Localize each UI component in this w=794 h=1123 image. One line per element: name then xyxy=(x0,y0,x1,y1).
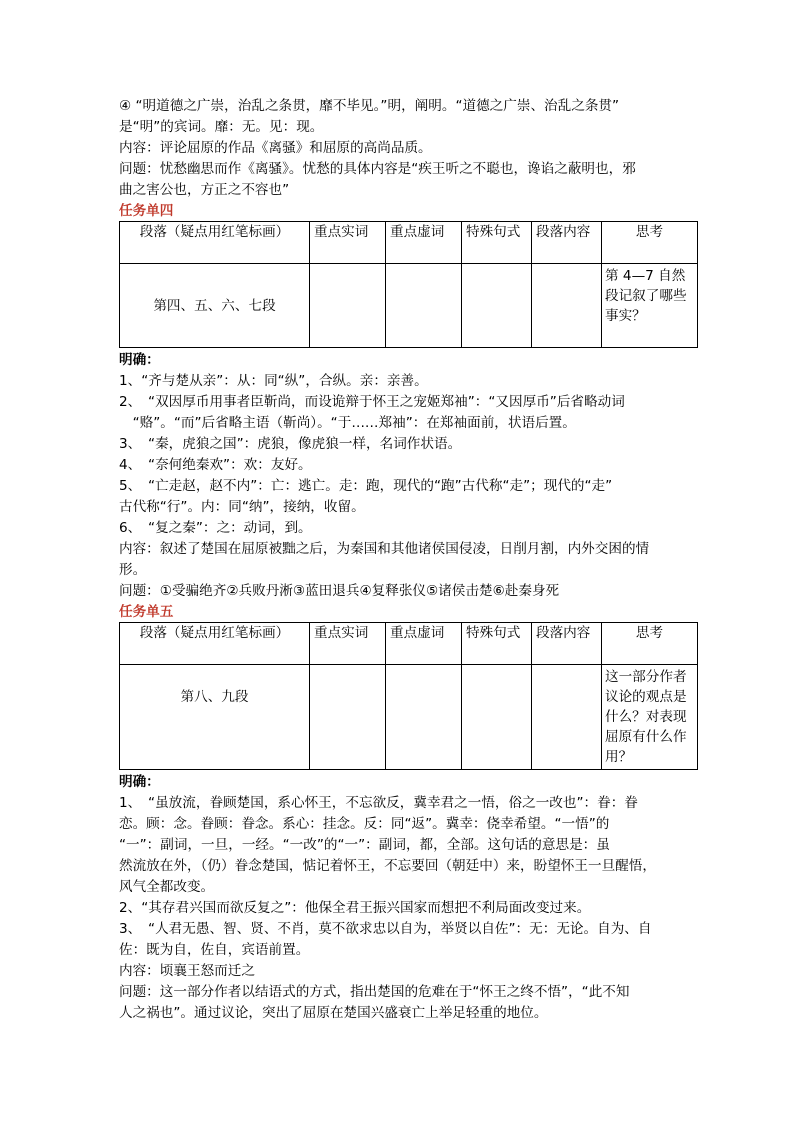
header-key-notional-words: 重点实词 xyxy=(310,623,386,665)
table-row xyxy=(120,264,698,348)
note-line: 1、 “虽放流，眷顾楚国，系心怀王，不忘欲反，冀幸君之一悟，俗之一改也”：眷：眷 xyxy=(119,795,638,811)
note-line: 5、 “亡走赵，赵不内”：亡：逃亡。走：跑，现代的“跑”古代称“走”；现代的“走” xyxy=(119,478,613,494)
note-line: 是“明”的宾词。靡：无。见：现。 xyxy=(119,119,324,135)
question-line: 问题：这一部分作者以结语式的方式，指出楚国的危难在于“怀王之终不悟”，“此不知 xyxy=(119,984,630,1000)
document-page xyxy=(119,96,697,1024)
table-header-row xyxy=(120,222,698,264)
note-line: 1、“齐与楚从亲”：从：同“纵”，合纵。亲：亲善。 xyxy=(119,373,428,389)
header-key-notional-words: 重点实词 xyxy=(310,222,386,264)
task-title-4: 任务单四 xyxy=(119,203,174,219)
note-line: “赂”。“而”后省略主语（靳尚）。“于……郑袖”：在郑袖面前，状语后置。 xyxy=(119,415,576,431)
note-line: 恋。顾：念。眷顾：眷念。系心：挂念。反：同“返”。冀幸：侥幸希望。“一悟”的 xyxy=(119,816,610,832)
note-line: ④ “明道德之广崇，治乱之条贯，靡不毕见。”明，阐明。“道德之广崇、治乱之条贯” xyxy=(119,98,620,114)
note-line: 3、 “人君无愚、智、贤、不肖，莫不欲求忠以自为，举贤以自佐”：无：无论。自为、自 xyxy=(119,921,652,937)
empty-cell[interactable] xyxy=(462,264,532,348)
note-line: 3、 “秦，虎狼之国”：虎狼，像虎狼一样，名词作状语。 xyxy=(119,436,462,452)
note-line: “一”：副词，一旦，一经。“一改”的“一”：副词，都，全部。这句话的意思是：虽 xyxy=(119,837,610,853)
note-line: 然流放在外，（仍）眷念楚国，惦记着怀王，不忘要回（朝廷中）来，盼望怀王一旦醒悟， xyxy=(119,858,656,874)
header-special-sentences: 特殊句式 xyxy=(462,222,532,264)
content-line: 内容：叙述了楚国在屈原被黜之后，为秦国和其他诸侯国侵凌，日削月割，内外交困的情 xyxy=(119,541,650,557)
header-paragraph: 段落（疑点用红笔标画） xyxy=(120,623,310,665)
clarify-heading: 明确： xyxy=(119,352,160,368)
header-special-sentences: 特殊句式 xyxy=(462,623,532,665)
empty-cell[interactable] xyxy=(386,264,462,348)
note-line: 风气全都改变。 xyxy=(119,879,215,895)
thinking-cell: 第 4—7 自然段记叙了哪些事实？ xyxy=(602,264,698,348)
content-line: 内容：评论屈原的作品《离骚》和屈原的高尚品质。 xyxy=(119,140,432,156)
header-key-function-words: 重点虚词 xyxy=(386,222,462,264)
empty-cell[interactable] xyxy=(310,264,386,348)
task-table-5 xyxy=(119,622,698,770)
question-line: 问题：①受骗绝齐②兵败丹淅③蓝田退兵④复释张仪⑤诸侯击楚⑥赴秦身死 xyxy=(119,583,560,599)
note-line: 6、 “复之秦”：之：动词，到。 xyxy=(119,520,312,536)
note-line: 4、 “奈何绝秦欢”：欢：友好。 xyxy=(119,457,312,473)
thinking-cell: 这一部分作者议论的观点是什么？对表现屈原有什么作用？ xyxy=(602,665,698,770)
note-line: 2、“其存君兴国而欲反复之”：他保全君王振兴国家而想把不利局面改变过来。 xyxy=(119,900,591,916)
header-paragraph: 段落（疑点用红笔标画） xyxy=(120,222,310,264)
note-line: 2、 “双因厚币用事者臣靳尚，而设诡辩于怀王之宠姬郑袖”：“又因厚币”后省略动词 xyxy=(119,394,625,410)
task-title-5: 任务单五 xyxy=(119,604,174,620)
paragraph-cell: 第八、九段 xyxy=(120,665,310,770)
empty-cell[interactable] xyxy=(532,665,602,770)
content-line: 内容：顷襄王怒而迁之 xyxy=(119,963,255,979)
content-line: 形。 xyxy=(119,562,147,578)
note-line: 佐：既为自，佐自，宾语前置。 xyxy=(119,942,310,958)
task-table-4 xyxy=(119,221,698,348)
question-line: 人之祸也”。通过议论，突出了屈原在楚国兴盛衰亡上举足轻重的地位。 xyxy=(119,1005,548,1021)
empty-cell[interactable] xyxy=(386,665,462,770)
header-paragraph-content: 段落内容 xyxy=(532,623,602,665)
header-key-function-words: 重点虚词 xyxy=(386,623,462,665)
question-line: 曲之害公也，方正之不容也” xyxy=(119,182,290,198)
table-row xyxy=(120,665,698,770)
header-paragraph-content: 段落内容 xyxy=(532,222,602,264)
empty-cell[interactable] xyxy=(462,665,532,770)
header-thinking: 思考 xyxy=(602,623,698,665)
header-thinking: 思考 xyxy=(602,222,698,264)
empty-cell[interactable] xyxy=(532,264,602,348)
note-line: 古代称“行”。内：同“纳”，接纳，收留。 xyxy=(119,499,365,515)
paragraph-cell: 第四、五、六、七段 xyxy=(120,264,310,348)
question-line: 问题：忧愁幽思而作《离骚》。忧愁的具体内容是“疾王听之不聪也，谗谄之蔽明也，邪 xyxy=(119,161,636,177)
clarify-heading: 明确： xyxy=(119,774,160,790)
empty-cell[interactable] xyxy=(310,665,386,770)
table-header-row xyxy=(120,623,698,665)
